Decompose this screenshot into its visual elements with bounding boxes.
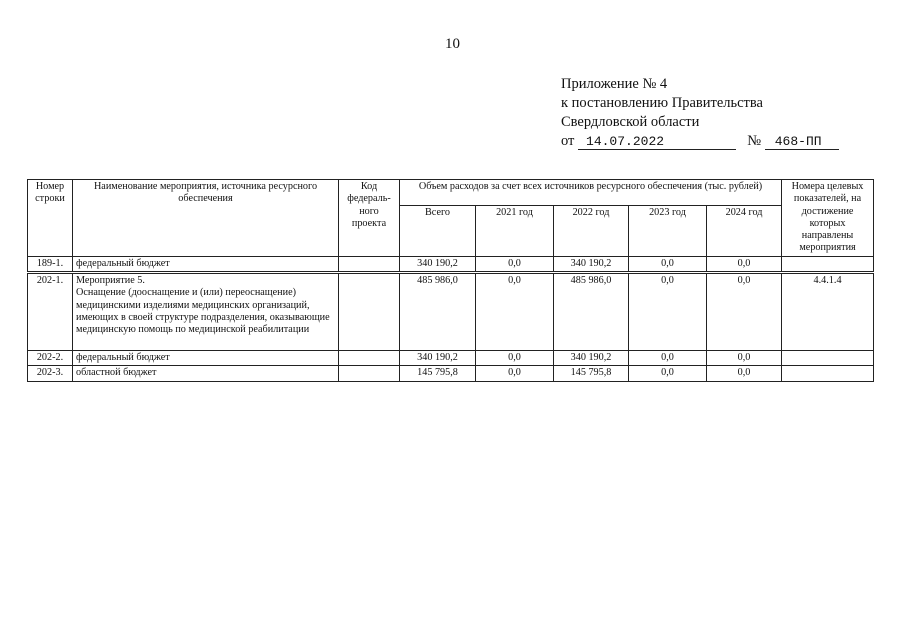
resolution-date: 14.07.2022 (578, 134, 736, 150)
row-2024: 0,0 (707, 256, 782, 271)
row-number: 202-2. (28, 351, 73, 366)
header-code: Код федераль-ного проекта (339, 180, 400, 257)
row-total: 340 190,2 (400, 256, 476, 271)
expenses-table (27, 179, 874, 382)
row-2024: 0,0 (707, 366, 782, 381)
header-targets: Номера целевых показателей, на достижение которых направлены мероприятия (782, 180, 874, 257)
row-name: областной бюджет (73, 366, 339, 381)
table-row (28, 351, 874, 366)
table-row (28, 274, 874, 351)
appendix-resolution: к постановлению Правительства (561, 95, 763, 111)
appendix-date-line (561, 132, 839, 151)
number-label: № (747, 133, 762, 149)
row-number: 202-1. (28, 274, 73, 351)
row-2024: 0,0 (707, 274, 782, 351)
row-total: 340 190,2 (400, 351, 476, 366)
header-total: Всего (400, 205, 476, 256)
row-2024: 0,0 (707, 351, 782, 366)
row-2021: 0,0 (476, 256, 554, 271)
page-number: 10 (445, 36, 460, 52)
row-2021: 0,0 (476, 274, 554, 351)
row-2022: 145 795,8 (554, 366, 629, 381)
row-targets: 4.4.1.4 (782, 274, 874, 351)
row-code (339, 274, 400, 351)
appendix-title: Приложение № 4 (561, 76, 668, 92)
header-2024: 2024 год (707, 205, 782, 256)
from-label: от (561, 133, 575, 149)
header-row-number: Номер строки (28, 180, 73, 257)
row-code (339, 256, 400, 271)
row-number: 189-1. (28, 256, 73, 271)
row-2022: 340 190,2 (554, 351, 629, 366)
row-targets (782, 366, 874, 381)
row-2023: 0,0 (629, 351, 707, 366)
header-2022: 2022 год (554, 205, 629, 256)
row-targets (782, 351, 874, 366)
header-2023: 2023 год (629, 205, 707, 256)
row-name: федеральный бюджет (73, 256, 339, 271)
row-2021: 0,0 (476, 366, 554, 381)
row-2023: 0,0 (629, 256, 707, 271)
row-name: федеральный бюджет (73, 351, 339, 366)
row-name (73, 274, 339, 351)
row-number: 202-3. (28, 366, 73, 381)
row-total: 485 986,0 (400, 274, 476, 351)
activity-description: Оснащение (дооснащение и (или) переоснащение) медицинскими изделиями медицинских организаций, имеющих в своей структуре подразделения, оказывающие медицинскую помощь по медицинской реабилитации (76, 287, 330, 336)
header-row-1 (28, 180, 874, 206)
header-volume: Объем расходов за счет всех источников ресурсного обеспечения (тыс. рублей) (400, 180, 782, 206)
row-2023: 0,0 (629, 274, 707, 351)
table-row (28, 366, 874, 381)
header-name: Наименование мероприятия, источника ресурсного обеспечения (73, 180, 339, 257)
row-2023: 0,0 (629, 366, 707, 381)
resolution-number: 468-ПП (765, 134, 839, 150)
row-targets (782, 256, 874, 271)
row-total: 145 795,8 (400, 366, 476, 381)
appendix-region: Свердловской области (561, 114, 700, 130)
table-row (28, 256, 874, 271)
header-2021: 2021 год (476, 205, 554, 256)
row-2021: 0,0 (476, 351, 554, 366)
appendix-header (561, 75, 839, 151)
activity-title: Мероприятие 5. (76, 275, 145, 287)
row-2022: 485 986,0 (554, 274, 629, 351)
row-code (339, 351, 400, 366)
row-code (339, 366, 400, 381)
row-2022: 340 190,2 (554, 256, 629, 271)
